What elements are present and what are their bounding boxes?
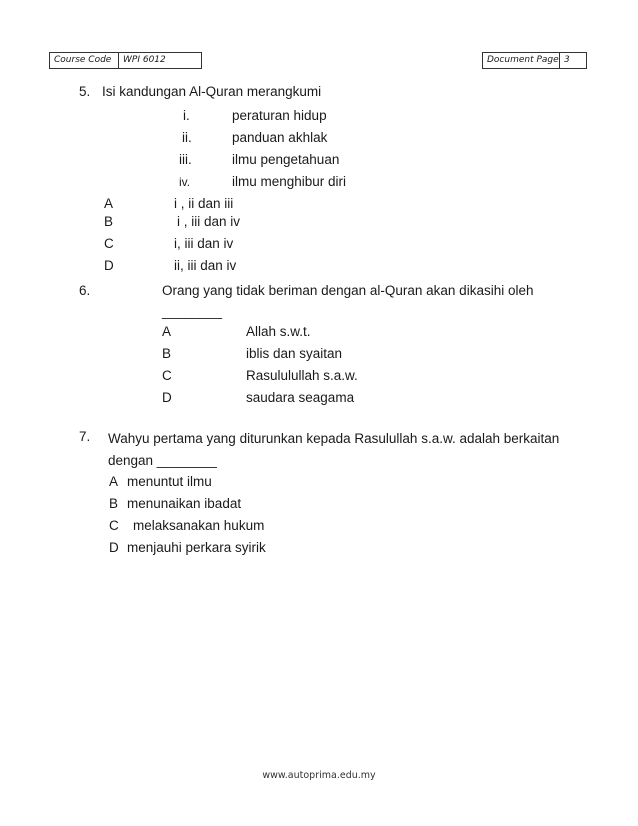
question-number: 5. [79, 84, 91, 99]
option-text: i , iii dan iv [177, 214, 241, 229]
option-text: Rasululullah s.a.w. [246, 368, 358, 383]
option-text: menjauhi perkara syirik [127, 540, 266, 555]
statement-roman: iii. [179, 152, 192, 167]
option-letter: A [104, 196, 114, 211]
statement-text: peraturan hidup [232, 108, 327, 123]
option-text: i , ii dan iii [174, 196, 234, 211]
option-text: melaksanakan hukum [133, 518, 265, 533]
option-text: saudara seagama [246, 390, 355, 405]
course-code-value-cell [118, 52, 202, 69]
question-stem-continued: dengan ________ [108, 453, 217, 468]
option-letter: C [162, 368, 172, 383]
statement-roman: ii. [182, 130, 192, 145]
footer-website: www.autoprima.edu.my [262, 770, 376, 781]
answer-blank: ________ [162, 304, 223, 319]
statement-text: ilmu pengetahuan [232, 152, 340, 167]
option-letter: A [162, 324, 172, 339]
document-page-label-cell [482, 52, 560, 69]
option-letter: C [109, 518, 119, 533]
statement-text: ilmu menghibur diri [232, 174, 347, 189]
option-text: iblis dan syaitan [246, 346, 343, 361]
question-stem: Orang yang tidak beriman dengan al-Quran akan dikasihi oleh [162, 283, 534, 298]
option-letter: C [104, 236, 114, 251]
statement-roman: iv. [179, 175, 191, 189]
statement-text: panduan akhlak [232, 130, 328, 145]
option-letter: D [104, 258, 114, 273]
option-letter: A [109, 474, 119, 489]
question-number: 7. [79, 429, 91, 444]
question-number: 6. [79, 283, 91, 298]
option-text: menuntut ilmu [127, 474, 212, 489]
page-number-cell [559, 52, 587, 69]
statement-roman: i. [183, 108, 190, 123]
option-letter: D [162, 390, 172, 405]
question-stem: Wahyu pertama yang diturunkan kepada Rasulullah s.a.w. adalah berkaitan [108, 431, 560, 446]
option-text: i, iii dan iv [174, 236, 234, 251]
course-code-label-cell [49, 52, 119, 69]
option-text: menunaikan ibadat [127, 496, 242, 511]
option-letter: D [109, 540, 119, 555]
document-page-label: Document Page [487, 55, 559, 65]
course-code-label: Course Code [54, 55, 112, 65]
option-letter: B [104, 214, 114, 229]
option-letter: B [109, 496, 119, 511]
option-text: ii, iii dan iv [174, 258, 237, 273]
question-stem: Isi kandungan Al-Quran merangkumi [102, 84, 322, 99]
option-letter: B [162, 346, 172, 361]
option-text: Allah s.w.t. [246, 324, 311, 339]
course-code-value: WPI 6012 [123, 55, 166, 65]
page-number: 3 [564, 55, 570, 65]
